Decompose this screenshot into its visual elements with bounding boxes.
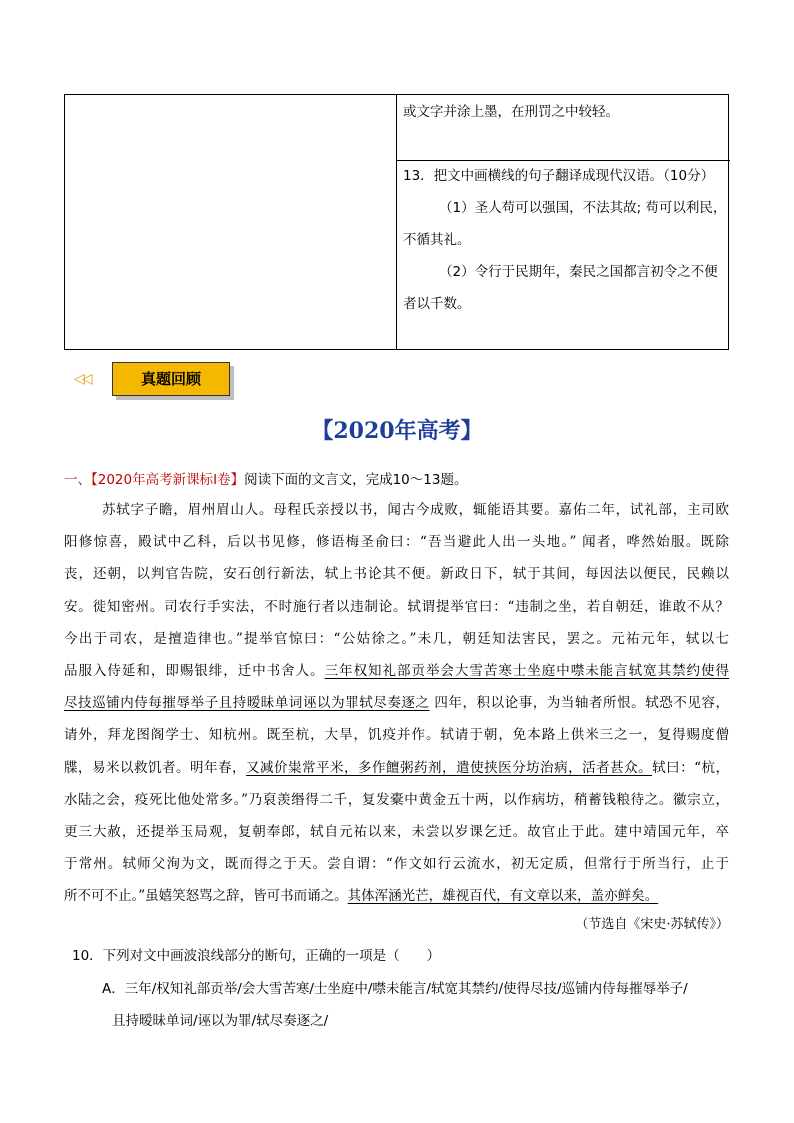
table-divider-vertical: [396, 95, 397, 349]
question-13-item-2-cont: 者以千数。: [403, 296, 471, 312]
question-13-item-2: （2）令行于民期年，秦民之国都言初令之不便: [439, 264, 718, 280]
answer-table: [64, 94, 729, 350]
passage-line: [64, 655, 729, 687]
double-arrow-left-icon: ◁◁: [74, 371, 90, 387]
wavy-underlined-text: 三年权知礼部贡举会大雪苦寒士坐庭中噤未能言轼宽其禁约使得: [324, 662, 729, 679]
passage-line: 今出于司农，是擅造律也。”提举官惊曰：“公姑徐之。”未几，朝廷知法害民，罢之。元祐元年，轼以七: [64, 630, 729, 647]
underlined-sentence: 其体浑涵光芒，雄视百代，有文章以来，盖亦鲜矣。: [347, 888, 659, 905]
banner-label: 真题回顾: [140, 370, 201, 388]
passage-line: 请外，拜龙图阁学士、知杭州。既至杭，大旱，饥疫并作。轼请于朝，免本路上供米三之一，复得赐度僧: [64, 727, 729, 744]
passage-text: 所不可不止。”虽嬉笑怒骂之辞，皆可书而诵之。: [64, 888, 348, 905]
question-intro: [64, 468, 467, 488]
source-tag: 【2020年高考新课标Ⅰ卷】: [91, 472, 245, 488]
section-banner: [112, 362, 230, 398]
question-10-option-a-cont: 且持暧昧单词/诬以为罪/轼尽奏逐之/: [112, 1013, 329, 1029]
year-title: 【2020年高考】: [311, 418, 483, 444]
question-13-item-1: （1）圣人苟可以强国，不法其故; 苟可以利民，: [439, 200, 727, 216]
question-13-title: 13．把文中画横线的句子翻译成现代汉语。（10分）: [403, 168, 715, 184]
passage-text: 品服入侍延和，即赐银绯，迁中书舍人。: [64, 662, 325, 679]
passage-line: 于常州。轼师父洵为文，既而得之于天。尝自谓：“作文如行云流水，初无定质，但常行于所当行，止于: [64, 856, 729, 873]
passage-line: [64, 687, 729, 719]
passage-text: 轼曰：“杭，: [652, 759, 729, 776]
passage-text: 牒，易米以救饥者。明年春，: [64, 759, 247, 776]
passage-line: 阳修惊喜，殿试中乙科，后以书见修，修语梅圣俞曰：“吾当避此人出一头地。” 闻者，哗然始服。既除: [64, 534, 729, 551]
passage-line: 苏轼字子瞻，眉州眉山人。母程氏亲授以书，闻古今成败，辄能语其要。嘉佑二年，试礼部，主司欧: [102, 502, 729, 518]
wavy-underlined-text: 尽技巡铺内侍每摧辱举子且持暧昧单词诬以为罪轼尽奏逐之: [64, 695, 430, 712]
question-13-item-1-cont: 不循其礼。: [403, 232, 471, 248]
question-10-stem: 10．下列对文中画波浪线部分的断句，正确的一项是（ ）: [72, 948, 441, 964]
table-cell-text: 或文字并涂上墨，在刑罚之中较轻。: [403, 104, 619, 120]
question-instruction: 阅读下面的文言文，完成10～13题。: [244, 472, 468, 488]
passage-line: [64, 752, 729, 784]
passage-line: 更三大赦，还提举玉局观，复朝奉郎，轼自元祐以来，未尝以岁课乞迁。故官止于此。建中靖国元年，卒: [64, 823, 729, 840]
passage: [64, 494, 729, 912]
passage-line: 水陆之会，疫死比他处常多。”乃裒羡缗得二千，复发橐中黄金五十两，以作病坊，稍蓄钱粮待之。徽宗立，: [64, 791, 729, 808]
question-number: 一、: [64, 472, 91, 488]
question-10-option-a: A．三年/权知礼部贡举/会大雪苦寒/士坐庭中/噤未能言/轼宽其禁约/使得尽技/巡铺内侍每摧辱举子/: [102, 981, 688, 997]
passage-line: 丧，还朝，以判官告院，安石创行新法，轼上书论其不便。新政日下，轼于其间，每因法以便民，民赖以: [64, 566, 729, 583]
passage-line: 安。徙知密州。司农行手实法，不时施行者以违制论。轼谓提举官曰：“违制之坐，若自朝廷，谁敢不从？: [64, 598, 729, 615]
passage-line: [64, 880, 729, 912]
passage-source: （节选自《宋史·苏轼传》）: [575, 917, 729, 932]
underlined-sentence: 又减价粜常平米，多作饘粥药剂，遣使挟医分坊治病，活者甚众。: [246, 759, 653, 776]
passage-text: 四年，积以论事，为当轴者所恨。轼恐不见容，: [434, 695, 729, 712]
